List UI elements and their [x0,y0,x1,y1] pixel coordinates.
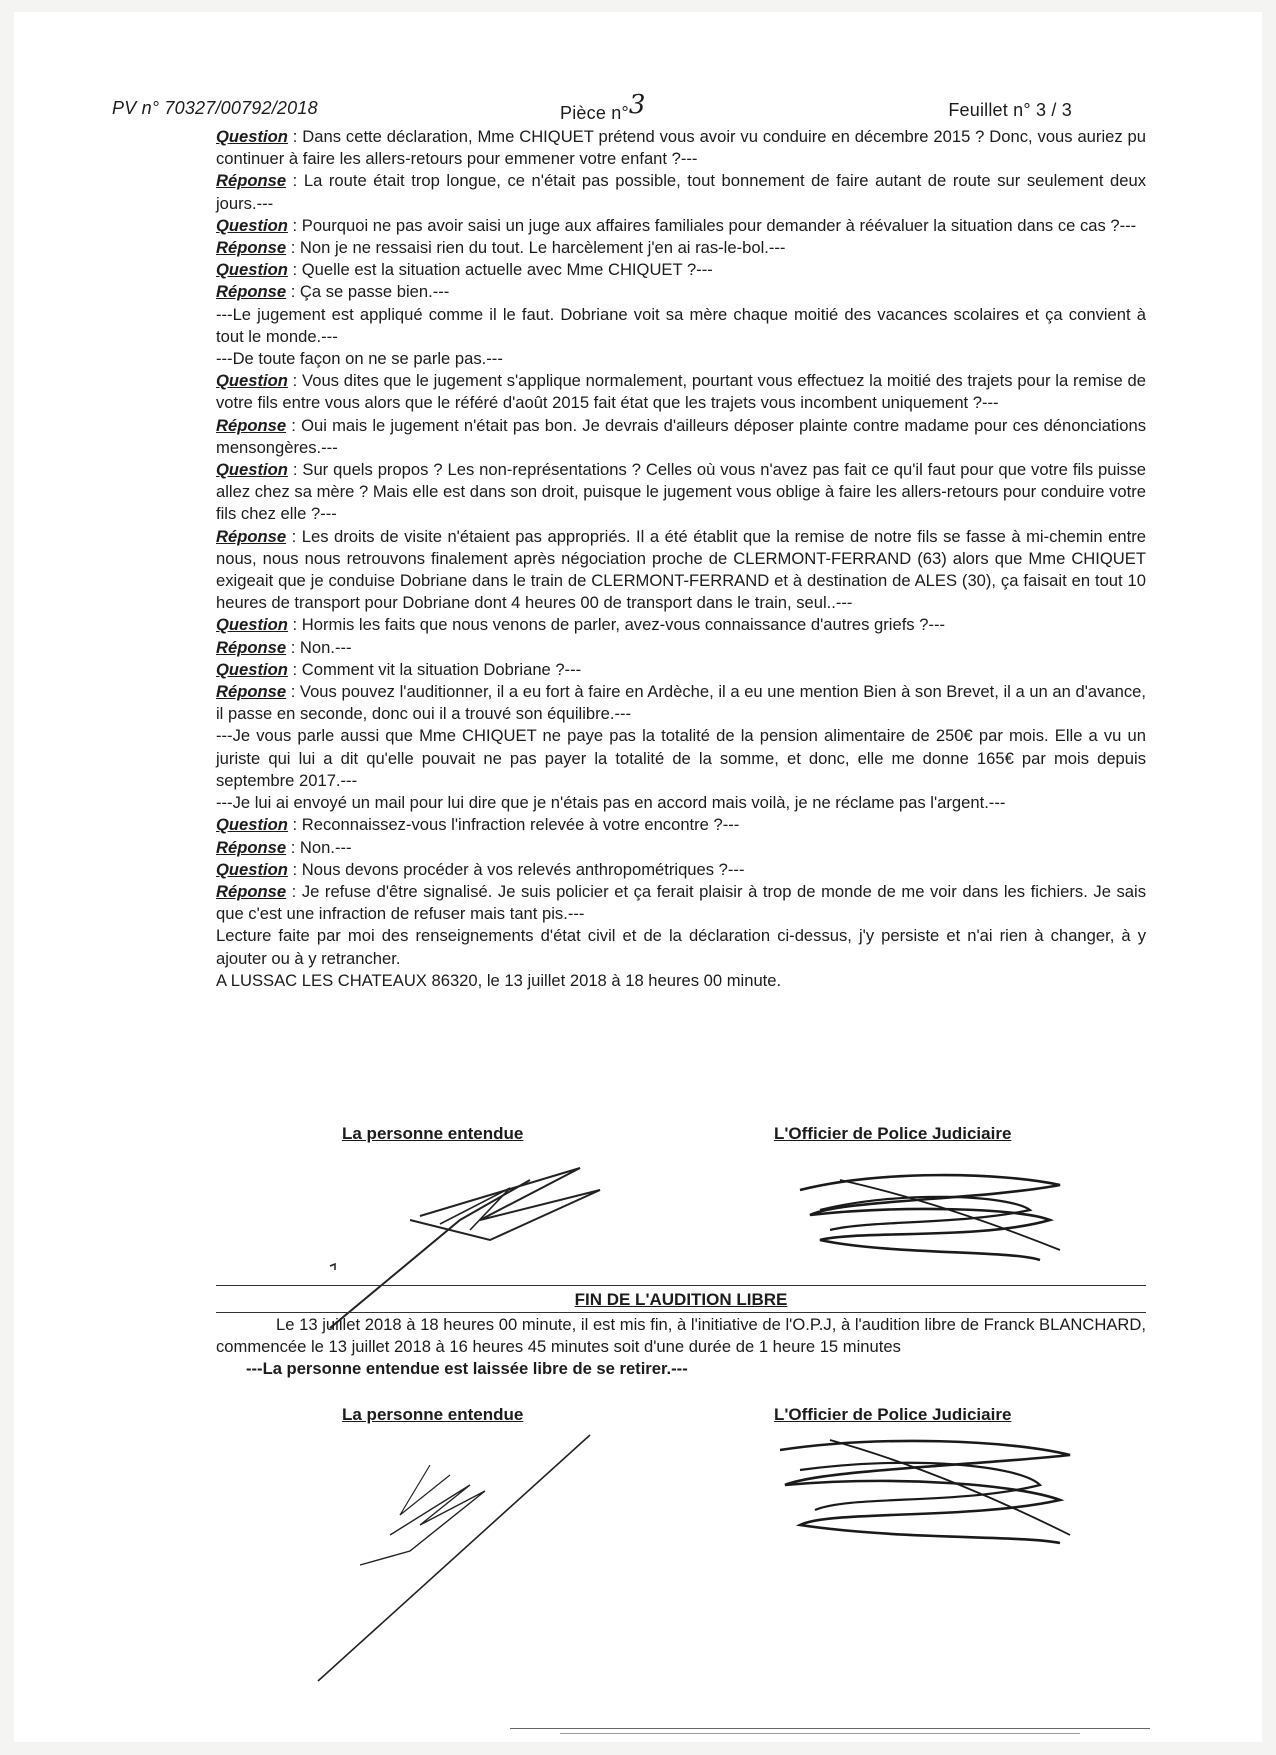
answer-paragraph [216,415,1146,459]
question-label: Question [216,371,288,391]
question-paragraph [216,814,1146,836]
answer-paragraph [216,681,1146,725]
answer-label: Réponse [216,415,287,435]
answer-continuation: ---Je vous parle aussi que Mme CHIQUET ne paye pas la totalité de la pension alimentaire de 250€ par mois. Elle a vu un juriste qui lui a dit qu'elle pouvait ne pas payer la totalité de la somme, et donc, elle me donne 165€ par mois depuis septembre 2017.--- [216,726,1146,790]
answer-text: : Oui mais le jugement n'était pas bon. Je devrais d'ailleurs déposer plainte contre madame pour ces dénonciations mensongères.--- [216,415,1146,457]
answer-label: Réponse [216,682,287,702]
answer-paragraph [216,881,1146,925]
answer-label: Réponse [216,171,287,191]
answer-label: Réponse [216,637,287,657]
question-label: Question [216,127,288,146]
signature-label-person: La personne entendue [342,1124,524,1143]
answer-text: : La route était trop longue, ce n'était pas possible, tout bonnement de faire autant de route sur seulement deux jours.--- [216,171,1146,213]
end-of-hearing-closing: ---La personne entendue est laissée libre de se retirer.--- [246,1359,688,1378]
pv-number: PV n° 70327/00792/2018 [112,98,318,118]
question-paragraph [216,614,1146,636]
end-of-hearing-paragraph: Le 13 juillet 2018 à 18 heures 00 minute, il est mis fin, à l'initiative de l'O.P.J, à l'audition libre de Franck BLANCHARD, commencée le 13 juillet 2018 à 16 heures 45 minutes soit d'une durée de 1 heure 15 minutes [216,1315,1146,1356]
answer-text: : Non.--- [286,837,352,857]
answer-label: Réponse [216,282,287,302]
officer-signature-1 [780,1160,1080,1270]
answer-label: Réponse [216,238,287,258]
sheet-number: Feuillet n° 3 / 3 [948,100,1072,120]
piece-handwritten-number: 3 [628,90,646,120]
piece-label: Pièce n° [560,103,629,123]
signature-labels [216,1124,1146,1148]
hearing-transcript [216,126,1146,992]
section-divider [216,1285,1146,1286]
answer-label: Réponse [216,837,287,857]
signature-label-person: La personne entendue [342,1405,524,1424]
answer-paragraph [216,170,1146,214]
person-signature-2 [300,1425,620,1685]
footer-rule [560,1733,1080,1734]
officer-signature-2 [760,1425,1090,1555]
answer-continuation: ---De toute façon on ne se parle pas.--- [216,349,503,369]
question-label: Question [216,815,288,835]
answer-text: : Non.--- [286,637,352,657]
question-text: : Sur quels propos ? Les non-représentations ? Celles où vous n'avez pas fait ce qu'il faut pour que votre fils puisse allez chez sa mère ? Mais elle est dans son droit, puisque le jugement vous oblige à faire les allers-retours pour conduire votre fils chez elle ?--- [216,460,1146,524]
question-paragraph [216,859,1146,881]
answer-text: : Ça se passe bien.--- [286,282,450,302]
signature-label-officer: L'Officier de Police Judiciaire [774,1405,1012,1424]
answer-paragraph [216,637,1146,659]
question-label: Question [216,260,288,280]
question-text: : Comment vit la situation Dobriane ?--- [287,659,582,679]
question-label: Question [216,615,288,635]
end-of-hearing-title-text: FIN DE L'AUDITION LIBRE [574,1290,788,1309]
question-paragraph [216,259,1146,281]
question-paragraph [216,215,1146,237]
answer-text: : Non je ne ressaisi rien du tout. Le harcèlement j'en ai ras-le-bol.--- [286,238,786,258]
piece-number [560,90,646,126]
question-text: : Nous devons procéder à vos relevés anthropométriques ?--- [287,859,745,879]
answer-label: Réponse [216,881,287,901]
answer-label: Réponse [216,526,287,546]
end-of-hearing-body [216,1314,1146,1380]
reading-statement: Lecture faite par moi des renseignements d'état civil et de la déclaration ci-dessus, j'y persiste et n'ai rien à changer, à y ajouter ou à y retrancher. [216,926,1146,968]
answer-text: : Les droits de visite n'étaient pas appropriés. Il a été établit que la remise de notre fils se fasse à mi-chemin entre nous, nous nous retrouvons finalement après négociation proche de CLERMONT-FERRAND (63) alors que Mme CHIQUET exigeait que je conduise Dobriane dans le train de CLERMONT-FERRAND et à destination de ALES (30), ça faisait en tout 10 heures de transport pour Dobriane dont 4 heures 00 de transport dans le train, seul..--- [216,526,1146,613]
answer-text: : Vous pouvez l'auditionner, il a eu fort à faire en Ardèche, il a eu une mention Bien à son Brevet, il a un an d'avance, il passe en seconde, donc oui il a trouvé son équilibre.--- [216,682,1146,724]
question-text: : Hormis les faits que nous venons de parler, avez-vous connaissance d'autres griefs ?--- [287,615,946,635]
answer-continuation: ---Le jugement est appliqué comme il le faut. Dobriane voit sa mère chaque moitié des vacances scolaires et ça convient à tout le monde.--- [216,304,1146,346]
question-label: Question [216,460,288,480]
question-paragraph [216,126,1146,170]
signature-label-officer: L'Officier de Police Judiciaire [774,1124,1012,1143]
answer-paragraph [216,526,1146,615]
question-text: : Pourquoi ne pas avoir saisi un juge aux affaires familiales pour demander à réévaluer la situation dans ce cas ?--- [287,215,1137,235]
section-divider [216,1312,1146,1313]
question-text: : Quelle est la situation actuelle avec Mme CHIQUET ?--- [287,260,713,280]
answer-paragraph [216,281,1146,303]
question-paragraph [216,659,1146,681]
question-text: : Dans cette déclaration, Mme CHIQUET prétend vous avoir vu conduire en décembre 2015 ? Donc, vous auriez pu continuer à faire les allers-retours pour emmener votre enfant ?--- [216,127,1146,169]
question-paragraph [216,370,1146,414]
question-text: : Reconnaissez-vous l'infraction relevée à votre encontre ?--- [287,815,740,835]
question-label: Question [216,859,288,879]
end-of-hearing-title [216,1290,1146,1310]
question-label: Question [216,215,288,235]
question-paragraph [216,459,1146,526]
footer-rule [510,1728,1150,1729]
answer-text: : Je refuse d'être signalisé. Je suis policier et ça ferait plaisir à trop de monde de me voir dans les fichiers. Je sais que c'est une infraction de refuser mais tant pis.--- [216,881,1146,924]
answer-paragraph [216,237,1146,259]
place-date: A LUSSAC LES CHATEAUX 86320, le 13 juillet 2018 à 18 heures 00 minute. [216,970,782,990]
question-label: Question [216,659,288,679]
page-header [112,92,1072,124]
answer-continuation: ---Je lui ai envoyé un mail pour lui dire que je n'étais pas en accord mais voilà, je ne réclame pas l'argent.--- [216,793,1006,813]
question-text: : Vous dites que le jugement s'applique normalement, pourtant vous effectuez la moitié des trajets pour la remise de votre fils entre vous alors que le référé d'août 2015 fait état que les trajets vous incombent uniquement ?--- [216,371,1146,413]
answer-paragraph [216,837,1146,859]
